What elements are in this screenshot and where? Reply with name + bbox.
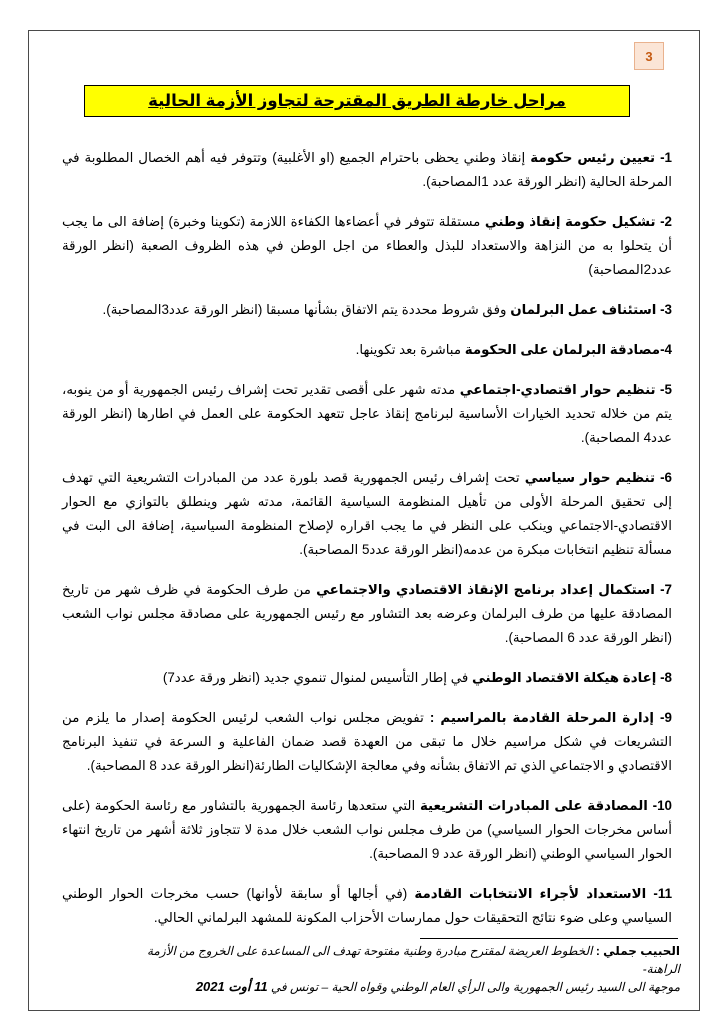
page-number: 3 bbox=[634, 42, 664, 70]
item-heading: تنظيم حوار اقتصادي-اجتماعي bbox=[459, 382, 656, 397]
item-number: 10- bbox=[652, 798, 672, 813]
item-heading: استئناف عمل البرلمان bbox=[510, 302, 657, 317]
list-item bbox=[62, 578, 672, 650]
list-item bbox=[62, 794, 672, 866]
item-heading: إعادة هيكلة الاقتصاد الوطني bbox=[471, 670, 657, 685]
item-heading: استكمال إعداد برنامج الإنقاذ الاقتصادي والاجتماعي bbox=[316, 582, 655, 597]
item-heading: مصادقة البرلمان على الحكومة bbox=[464, 342, 661, 357]
footer-date-day: 11 bbox=[254, 979, 268, 994]
item-body: مدته شهر على أقصى تقدير تحت إشراف رئيس الجمهورية أو من ينوبه، يتم من خلاله تحديد الخيارات الأساسية لبرنامج إنقاذ عاجل تتعهد الحكومة على العمل في اطارها (انظر الورقة عدد4 المصاحبة). bbox=[62, 382, 672, 445]
item-heading: المصادقة على المبادرات التشريعية bbox=[419, 798, 648, 813]
footer-addressee: موجهة الى السيد رئيس الجمهورية والى الرأي العام الوطني وقواه الحية – تونس في bbox=[267, 980, 680, 994]
list-item bbox=[62, 298, 672, 322]
footer-date-year: 2021 bbox=[195, 979, 225, 994]
item-number: 2- bbox=[660, 214, 672, 229]
item-body: تحت إشراف رئيس الجمهورية قصد بلورة عدد من المبادرات التشريعية التي تهدف إلى تحقيق المرحلة الأولى من تأهيل المنظومة السياسية القائمة، مدته شهر وينطلق بالتوازي مع الحوار الاقتصادي-الاجتماعي وينكب على النظر في ما يجب اقراره لإصلاح المنظومة السياسية، إضافة الى البت في مسألة تنظيم انتخابات مبكرة من عدمه(انظر الورقة عدد5 المصاحبة). bbox=[62, 470, 672, 557]
roadmap-list bbox=[62, 142, 672, 946]
list-item bbox=[62, 666, 672, 690]
item-body: مباشرة بعد تكوينها. bbox=[355, 342, 465, 357]
list-item bbox=[62, 146, 672, 194]
item-number: 8- bbox=[660, 670, 672, 685]
footer-author: الحبيب جملي : bbox=[595, 944, 680, 958]
item-body: تفويض مجلس نواب الشعب لرئيس الحكومة إصدار ما يلزم من التشريعات في شكل مراسيم خلال ما تبقى من العهدة قصد ضمان الفاعلية و السرعة في تنفيذ البرنامج الاقتصادي و الاجتماعي الذي تم الاتفاق بشأنه وفي معالجة الإشكاليات الطارئة(انظر الورقة عدد 8 المصاحبة). bbox=[62, 710, 672, 773]
item-number: 7- bbox=[660, 582, 672, 597]
item-body: من طرف الحكومة في ظرف شهر من تاريخ المصادقة عليها من طرف البرلمان وعرضه بعد التشاور مع رئيس الجمهورية على مصادقة مجلس نواب الشعب (انظر الورقة عدد 6 المصاحبة). bbox=[62, 582, 672, 645]
footer-date-month: أوت bbox=[224, 979, 255, 994]
list-item bbox=[62, 378, 672, 450]
page-title: مراحل خارطة الطريق المقترحة لتجاوز الأزمة الحالية bbox=[148, 92, 566, 110]
item-body: مستقلة تتوفر في أعضاءها الكفاءة اللازمة (تكوينا وخبرة) إضافة الى ما يجب أن يتحلوا به من النزاهة والاستعداد للبذل والعطاء من اجل الوطن في هذه الظروف الصعبة (انظر الورقة عدد2المصاحبة) bbox=[62, 214, 672, 277]
item-body: التي ستعدها رئاسة الجمهورية بالتشاور مع رئاسة الحكومة (على أساس مخرجات الحوار السياسي) من طرف مجلس نواب الشعب خلال مدة لا تتجاوز ثلاثة أشهر من تاريخ انتهاء الحوار السياسي الوطني (انظر الورقة عدد 9 المصاحبة). bbox=[62, 798, 672, 861]
footer-line-2 bbox=[140, 978, 680, 996]
item-body: إنقاذ وطني يحظى باحترام الجميع (او الأغلبية) وتتوفر فيه أهم الخصال المطلوبة في المرحلة الحالية (انظر الورقة عدد 1المصاحبة). bbox=[62, 150, 672, 189]
list-item bbox=[62, 882, 672, 930]
footer-description: الخطوط العريضة لمقترح مبادرة وطنية مفتوحة تهدف الى المساعدة على الخروج من الأزمة الراهنة- bbox=[146, 944, 680, 976]
list-item bbox=[62, 210, 672, 282]
item-body: وفق شروط محددة يتم الاتفاق بشأنها مسبقا (انظر الورقة عدد3المصاحبة). bbox=[102, 302, 511, 317]
page-title-box bbox=[84, 85, 630, 117]
item-body: (في أجالها أو سابقة لأوانها) حسب مخرجات الحوار الوطني السياسي وعلى ضوء نتائج التحقيقات حول ممارسات الأحزاب المكونة للمشهد البرلماني الحالي. bbox=[62, 886, 672, 925]
item-number: 11- bbox=[653, 886, 673, 901]
footer-line-1 bbox=[140, 940, 680, 978]
item-number: 1- bbox=[660, 150, 672, 165]
item-heading: تشكيل حكومة إنقاذ وطني bbox=[484, 214, 656, 229]
footer-divider bbox=[420, 938, 678, 939]
item-number: 5- bbox=[660, 382, 672, 397]
footer bbox=[140, 940, 680, 996]
item-number: 6- bbox=[660, 470, 672, 485]
item-number: 3- bbox=[660, 302, 672, 317]
item-body: في إطار التأسيس لمنوال تنموي جديد (انظر ورقة عدد7) bbox=[162, 670, 472, 685]
item-number: 9- bbox=[660, 710, 672, 725]
item-heading: تنظيم حوار سياسي bbox=[524, 470, 656, 485]
list-item bbox=[62, 338, 672, 362]
item-heading: تعيين رئيس حكومة bbox=[530, 150, 656, 165]
list-item bbox=[62, 466, 672, 562]
item-heading: إدارة المرحلة القادمة بالمراسيم : bbox=[429, 710, 654, 725]
item-number: 4- bbox=[660, 342, 672, 357]
item-heading: الاستعداد لأجراء الانتخابات القادمة bbox=[414, 886, 647, 901]
list-item bbox=[62, 706, 672, 778]
